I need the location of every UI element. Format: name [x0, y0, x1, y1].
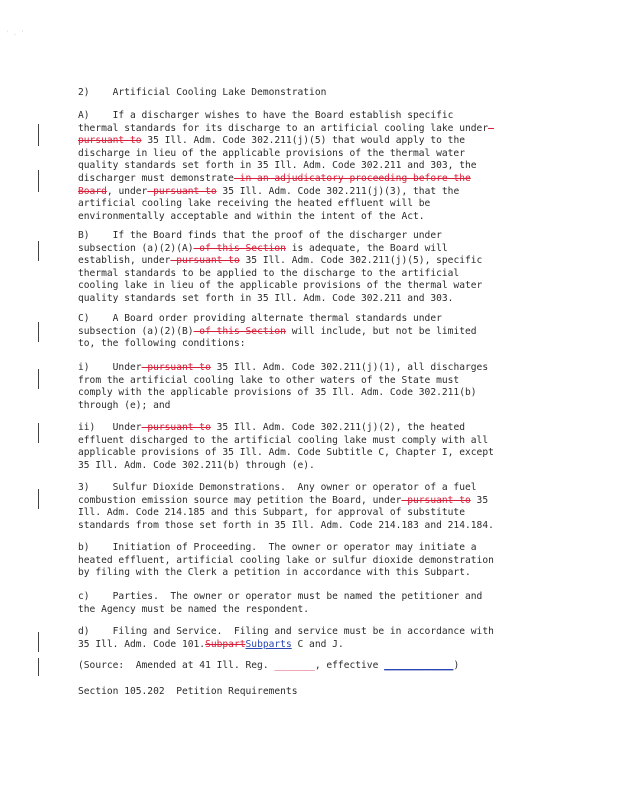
item-ii: ii) Under pursuant to 35 Ill. Adm. Code 302.211(j)(2), the heated effluent discharged to the artificial cooling lake must comply with all applicable provisions of 35 Ill. Adm. Code Subtitle C, Chapter I, except 35 Ill. Adm. Code 302.211(b) through (e). [78, 422, 494, 471]
paragraph-a: A) If a discharger wishes to have the Board establish specific thermal standards for its discharge to an artificial cooling lake under— pursuant to 35 Ill. Adm. Code 302.211(j)(5) that would apply to the discharge in lieu of the applicable provisions of the thermal water quality standards set forth in 35 Ill. Adm. Code 302.211 and 303, the discharger must demonstrate in an adjudicatory proceeding before the Board, under pursuant to 35 Ill. Adm. Code 302.211(j)(3), that the artificial cooling lake receiving the heated effluent will be environmentally acceptable and within the intent of the Act. [78, 110, 494, 222]
revision-bar [38, 658, 39, 676]
scan-smudge: ' . ' [6, 30, 25, 37]
item-i: i) Under pursuant to 35 Ill. Adm. Code 302.211(j)(1), all discharges from the artificial cooling lake to other waters of the State must comply with the applicable provisions of 35 Ill. Adm. Code 302.211(b) through (e); and [78, 362, 489, 411]
paragraph-initiation: b) Initiation of Proceeding. The owner or operator may initiate a heated effluent, artificial cooling lake or sulfur dioxide demonstration by filing with the Clerk a petition in accordance with this Subpart. [78, 542, 494, 579]
revision-bar [38, 369, 39, 389]
revision-bar [38, 170, 39, 192]
source-reg-blank: _______ [274, 660, 315, 671]
revision-bar [38, 489, 39, 509]
paragraph-b: B) If the Board finds that the proof of the discharger under subsection (a)(2)(A) of this Section is adequate, the Board will establish, under pursuant to 35 Ill. Adm. Code 302.211(j)(5), specific thermal standards to be applied to the discharge to the artificial cooling lake in lieu of the applicable provisions of the thermal water quality standards set forth in 35 Ill. Adm. Code 302.211 and 303. [78, 230, 483, 304]
revision-bar [38, 423, 39, 443]
revision-bar [38, 241, 39, 261]
source-effective-blank: ____________ [384, 660, 454, 671]
paragraph-filing: d) Filing and Service. Filing and service must be in accordance with 35 Ill. Adm. Code 101.SubpartSubparts C and J. [78, 626, 494, 650]
item-3: 3) Sulfur Dioxide Demonstrations. Any owner or operator of a fuel combustion emission source may petition the Board, under pursuant to 35 Ill. Adm. Code 214.185 and this Subpart, for approval of substitute standards from those set forth in 35 Ill. Adm. Code 214.183 and 214.184. [78, 482, 494, 531]
paragraph-c: C) A Board order providing alternate thermal standards under subsection (a)(2)(B) of this Section will include, but not be limited to, the following conditions: [78, 313, 477, 350]
paragraph-parties: c) Parties. The owner or operator must be named the petitioner and the Agency must be named the respondent. [78, 591, 483, 615]
revision-bar [38, 124, 39, 146]
next-section-heading: Section 105.202 Petition Requirements [78, 686, 298, 697]
section-heading: 2) Artificial Cooling Lake Demonstration [78, 87, 327, 98]
revision-bar [38, 322, 39, 342]
revision-bar [38, 632, 39, 652]
source-note: (Source: Amended at 41 Ill. Reg. _______, effective ____________) [78, 660, 460, 671]
